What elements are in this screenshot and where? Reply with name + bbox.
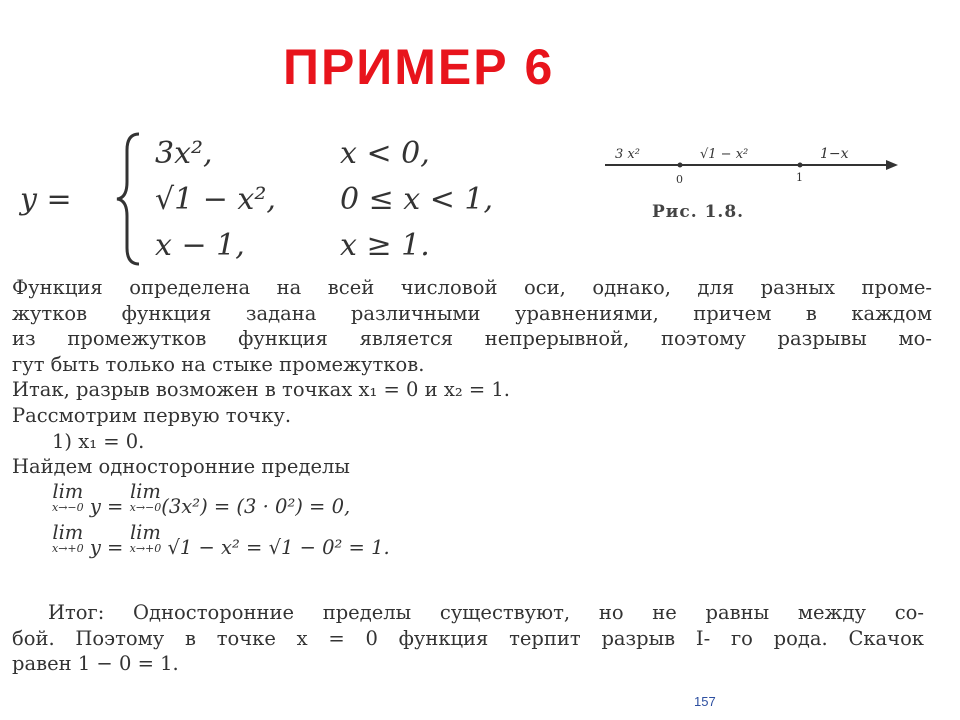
figure-caption: Рис. 1.8. [652, 202, 745, 222]
body-line: Функция определена на всей числовой оси, однако, для разных проме- [12, 276, 932, 299]
formula-row-1-cond: x < 0, [340, 136, 430, 171]
body-line: Итак, разрыв возможен в точках x₁ = 0 и x₂ = 1. [12, 378, 510, 402]
tick-0 [678, 163, 683, 168]
body-line: из промежутков функция является непрерывной, поэтому разрывы мо- [12, 327, 932, 351]
page-number: 157 [694, 694, 716, 709]
body-line: 1) x₁ = 0. [52, 429, 145, 453]
lim-word: lim [129, 479, 161, 503]
number-line-figure [600, 138, 900, 198]
axis-arrow [886, 160, 898, 170]
lim-subscript: x→+0 [52, 542, 84, 556]
lim-rest: y = [89, 536, 124, 560]
segment-label-3: 1−x [820, 146, 849, 162]
tick-1 [798, 163, 803, 168]
formula-row-3-cond: x ≥ 1. [340, 228, 430, 263]
piecewise-formula [20, 130, 540, 270]
summary-line: Итог: Односторонние пределы существуют, но не равны между со- [48, 601, 924, 624]
segment-label-2: √1 − x² [700, 147, 749, 162]
tick-label-1: 1 [796, 171, 803, 184]
formula-row-2-expr: √1 − x², [155, 182, 276, 217]
lim-tail: √1 − x² = √1 − 0² = 1. [167, 536, 390, 560]
lim-rest: y = [89, 494, 124, 518]
limit-line-2 [12, 521, 932, 561]
slide-title: ПРИМЕР 6 [283, 39, 555, 95]
lim-subscript: x→−0 [129, 500, 162, 514]
lim-tail: (3x²) = (3 · 0²) = 0, [161, 494, 351, 518]
segment-label-1: 3 x² [615, 147, 640, 162]
summary-line: равен 1 − 0 = 1. [12, 652, 179, 676]
lim-subscript: x→−0 [52, 500, 84, 514]
lim-word: lim [129, 521, 161, 545]
tick-label-0: 0 [676, 173, 683, 186]
formula-row-3-expr: x − 1, [155, 228, 245, 263]
body-line: Найдем односторонние пределы [12, 455, 350, 479]
lim-word: lim [52, 521, 84, 545]
body-text [12, 275, 932, 561]
body-line: гут быть только на стыке промежутков. [12, 352, 425, 376]
formula-lhs: y = [20, 182, 72, 217]
body-line: жутков функция задана различными уравнениями, причем в каждом [12, 301, 932, 325]
formula-row-1-expr: 3x², [155, 136, 213, 171]
summary-text [12, 600, 924, 677]
lim-word: lim [52, 479, 84, 503]
formula-row-2-cond: 0 ≤ x < 1, [340, 182, 494, 217]
summary-line: бой. Поэтому в точке x = 0 функция терпит разрыв I- го рода. Скачок [12, 626, 924, 650]
limit-line-1 [12, 479, 932, 520]
lim-subscript: x→+0 [129, 542, 162, 556]
body-line: Рассмотрим первую точку. [12, 403, 292, 427]
left-brace [115, 130, 145, 268]
